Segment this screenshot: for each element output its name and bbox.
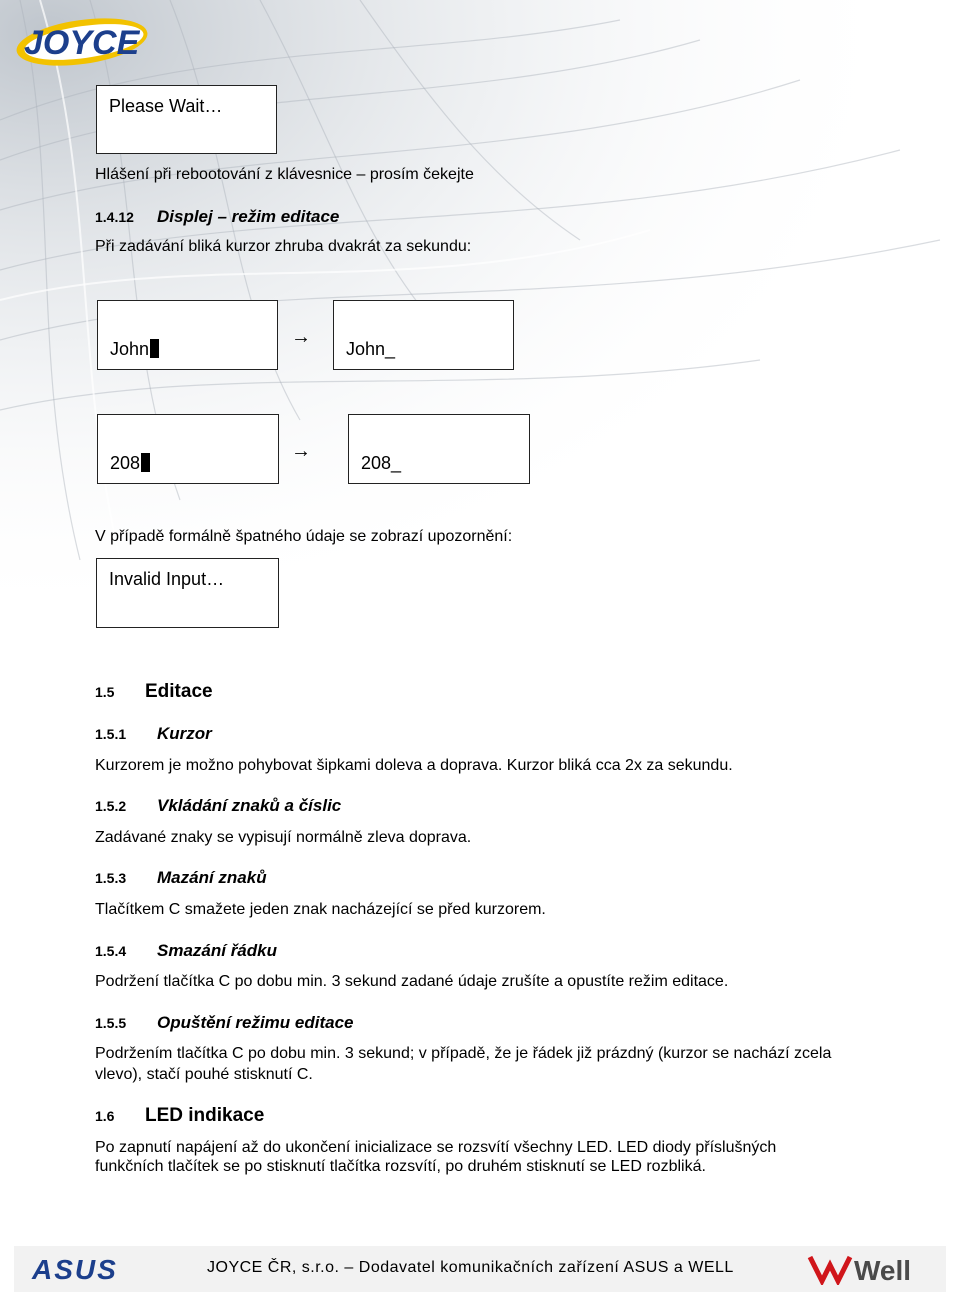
section-title: Vkládání znaků a číslic (157, 796, 342, 815)
section-title: Opuštění režimu editace (157, 1013, 354, 1032)
section-number: 1.5.1 (95, 726, 127, 742)
footer-text: JOYCE ČR, s.r.o. – Dodavatel komunikačních zařízení ASUS a WELL (207, 1259, 734, 1276)
well-logo-text: Well (854, 1255, 912, 1285)
well-logo-mark (810, 1257, 850, 1281)
blink-note: Při zadávání bliká kurzor zhruba dvakrát za sekundu: (95, 238, 472, 255)
lcd-number-cursor-on (97, 414, 279, 484)
asus-logo-text: ASUS (32, 1254, 118, 1284)
lcd-invalid-input-text: Invalid Input… (109, 569, 225, 589)
section-1-6-body-line-1: Po zapnutí napájení až do ukončení inicializace se rozsvítí všechny LED. LED diody příslušných (95, 1139, 777, 1156)
section-1-5-3-body: Tlačítkem C smažete jeden znak nacházející se před kurzorem. (95, 901, 546, 918)
section-1-5-5-body-line-1: Podržením tlačítka C po dobu min. 3 sekund; v případě, že je řádek již prázdný (kurzor se nachází zcela (95, 1045, 832, 1062)
transition-arrow: → (291, 326, 311, 348)
section-1-5-4-body: Podržení tlačítka C po dobu min. 3 sekund zadané údaje zrušíte a opustíte režim editace. (95, 973, 729, 990)
section-1-5-2-heading (95, 796, 341, 816)
section-1-6-body-line-2: funkčních tlačítek se po stisknutí tlačítka rozsvítí, po druhém stisknutí se LED rozbliká. (95, 1158, 706, 1175)
lcd-please-wait (96, 85, 277, 154)
section-title: LED indikace (145, 1105, 265, 1126)
section-1-4-12-heading (95, 207, 339, 227)
section-1-5-2-body: Zadávané znaky se vypisují normálně zleva doprava. (95, 829, 472, 846)
transition-arrow: → (291, 440, 311, 462)
well-logo (806, 1253, 932, 1285)
lcd-number-underscore-text: 208_ (361, 453, 402, 473)
lcd-john-text: John (110, 339, 150, 359)
section-1-6-heading (95, 1105, 264, 1127)
section-number: 1.5.5 (95, 1015, 127, 1031)
joyce-logo-text: JOYCE (24, 24, 140, 62)
section-number: 1.5.4 (95, 943, 127, 959)
lcd-number-text: 208 (110, 453, 141, 473)
lcd-john-cursor-off (333, 300, 514, 370)
section-title: Displej – režim editace (157, 207, 340, 226)
joyce-logo (14, 10, 174, 70)
lcd-john-cursor-on (97, 300, 278, 370)
section-title: Smazání řádku (157, 941, 277, 960)
section-title: Kurzor (157, 724, 212, 743)
section-number: 1.5.2 (95, 798, 127, 814)
section-1-5-5-heading (95, 1013, 354, 1033)
section-title: Editace (145, 681, 213, 702)
asus-logo (30, 1254, 150, 1284)
section-1-5-3-heading (95, 868, 267, 888)
invalid-note: V případě formálně špatného údaje se zobrazí upozornění: (95, 528, 513, 545)
section-1-5-heading (95, 681, 213, 703)
section-number: 1.5 (95, 684, 115, 700)
block-cursor (150, 339, 159, 358)
section-1-5-1-heading (95, 724, 212, 744)
section-title: Mazání znaků (157, 868, 267, 887)
section-1-5-4-heading (95, 941, 277, 961)
section-number: 1.6 (95, 1108, 115, 1124)
section-number: 1.4.12 (95, 209, 134, 225)
lcd-number-cursor-off (348, 414, 530, 484)
lcd-john-underscore-text: John_ (346, 339, 396, 359)
section-number: 1.5.3 (95, 870, 127, 886)
block-cursor (141, 453, 150, 472)
section-1-5-1-body: Kurzorem je možno pohybovat šipkami doleva a doprava. Kurzor bliká cca 2x za sekundu. (95, 757, 733, 774)
reboot-note: Hlášení při rebootování z klávesnice – prosím čekejte (95, 166, 474, 183)
lcd-invalid-input (96, 558, 279, 628)
lcd-please-wait-text: Please Wait… (109, 96, 223, 116)
section-1-5-5-body-line-2: vlevo), stačí pouhé stisknutí C. (95, 1066, 313, 1083)
